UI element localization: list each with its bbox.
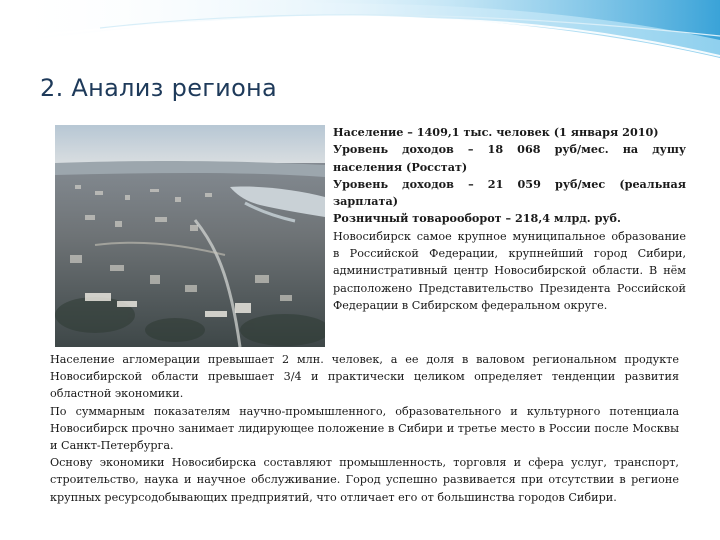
city-description-paragraph: Новосибирск самое крупное муниципальное образование в Российской Федерации, крупнейший город Сибири, административный центр Новосибирской области. В нём расположено Представительство Президента Российской Федерации в Сибирском федеральном округе. <box>333 229 686 312</box>
stat-income-per-capita: Уровень доходов – 18 068 руб/мес. на душу населения (Росстат) <box>333 142 686 174</box>
stat-population: Население – 1409,1 тыс. человек (1 января 2010) <box>333 125 659 139</box>
header-wave-decoration <box>0 0 720 130</box>
paragraph-potential: По суммарным показателям научно-промышленного, образовательного и культурного потенциала Новосибирск прочно занимает лидирующее положение в Сибири и третье место в России после Москвы и Санкт-Петербурга. <box>50 404 679 453</box>
slide-title: 2. Анализ региона <box>40 74 278 102</box>
body-text <box>50 351 679 506</box>
city-aerial-photo <box>55 125 325 347</box>
paragraph-economy: Основу экономики Новосибирска составляют промышленность, торговля и сфера услуг, транспорт, строительство, наука и научное обслуживание. Город успешно развивается при отсутствии в регионе крупных ресурсодобывающих предприятий, что отличает его от большинства городов Сибири. <box>50 456 679 504</box>
stat-income-salary: Уровень доходов – 21 059 руб/мес (реальная зарплата) <box>333 176 686 209</box>
stat-retail-turnover: Розничный товарооборот – 218,4 млрд. руб. <box>333 211 621 226</box>
stats-block <box>333 124 686 314</box>
paragraph-agglomeration: Население агломерации превышает 2 млн. человек, а ее доля в валовом региональном продукте Новосибирской области превышает 3/4 и практически целиком определяет тенденции развития областной экономики. <box>50 353 679 401</box>
